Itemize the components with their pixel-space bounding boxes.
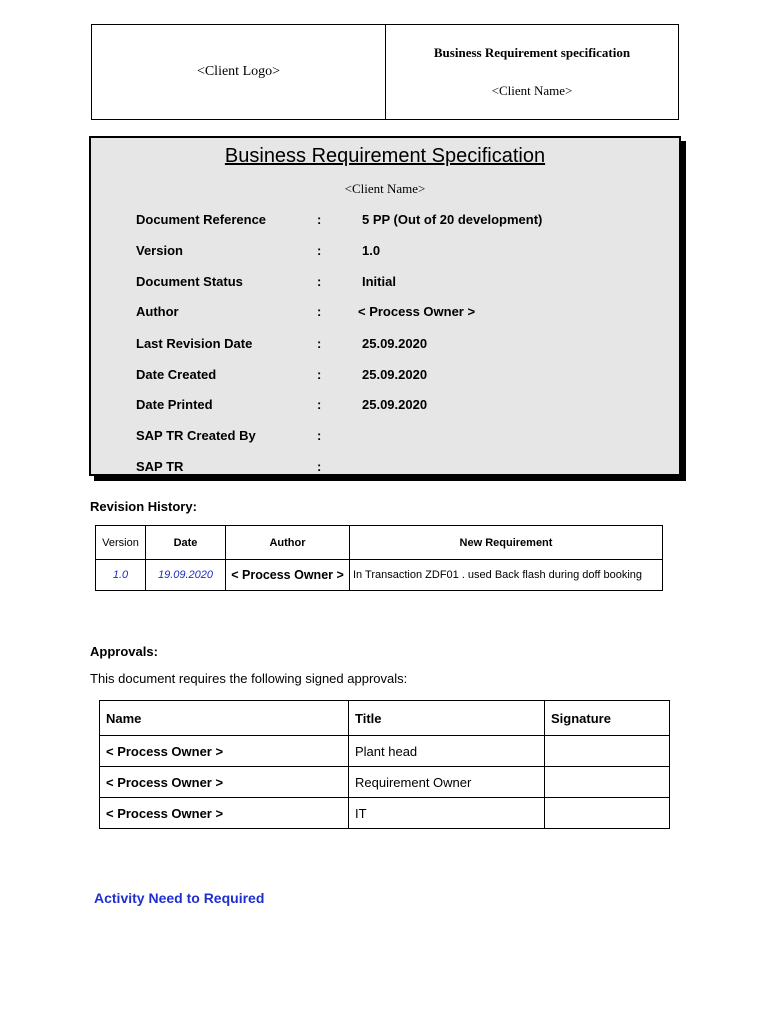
revision-requirement-cell: In Transaction ZDF01 . used Back flash during doff booking: [350, 560, 663, 591]
approver-title-cell: Plant head: [349, 736, 545, 767]
table-row: [96, 560, 663, 591]
field-separator: :: [317, 397, 322, 412]
approver-signature-cell: [545, 767, 670, 798]
header-title-cell: [386, 25, 679, 120]
revision-history-heading: Revision History:: [90, 499, 197, 514]
approver-title-cell: Requirement Owner: [349, 767, 545, 798]
cover-info-box: [89, 136, 681, 476]
cover-title: Business Requirement Specification: [224, 145, 546, 167]
column-header-title: Title: [349, 701, 545, 736]
approvals-intro: This document requires the following signed approvals:: [90, 671, 408, 686]
column-header-version: Version: [96, 526, 146, 560]
column-header-new-requirement: New Requirement: [350, 526, 663, 560]
field-document-status: [91, 274, 679, 294]
table-row: [100, 798, 670, 829]
field-value: 25.09.2020: [362, 397, 428, 412]
table-row: [100, 767, 670, 798]
field-value: 5 PP (Out of 20 development): [362, 212, 543, 227]
column-header-date: Date: [146, 526, 226, 560]
field-version: [91, 243, 679, 263]
field-label: Version: [136, 243, 183, 258]
field-separator: :: [317, 428, 322, 443]
cover-client-name: <Client Name>: [344, 181, 426, 196]
table-header-row: [100, 701, 670, 736]
approver-name-cell: < Process Owner >: [100, 736, 349, 767]
field-value: 25.09.2020: [362, 336, 428, 351]
revision-date-cell: 19.09.2020: [146, 560, 226, 591]
field-separator: :: [317, 274, 322, 289]
activity-heading: Activity Need to Required: [94, 890, 265, 906]
revision-version-cell: 1.0: [96, 560, 146, 591]
field-separator: :: [317, 304, 322, 319]
field-label: Last Revision Date: [136, 336, 253, 351]
approvals-table: [99, 700, 670, 829]
field-last-revision-date: [91, 336, 679, 356]
table-row: [100, 736, 670, 767]
approver-title-cell: IT: [349, 798, 545, 829]
field-separator: :: [317, 367, 322, 382]
field-separator: :: [317, 459, 322, 474]
approver-signature-cell: [545, 736, 670, 767]
column-header-signature: Signature: [545, 701, 670, 736]
table-header-row: [96, 526, 663, 560]
field-separator: :: [317, 212, 322, 227]
field-separator: :: [317, 243, 322, 258]
field-label: Document Reference: [136, 212, 267, 227]
approvals-heading: Approvals:: [90, 644, 158, 659]
revision-author-cell: < Process Owner >: [226, 560, 350, 591]
client-logo-placeholder: <Client Logo>: [92, 25, 386, 120]
field-date-printed: [91, 397, 679, 417]
approver-signature-cell: [545, 798, 670, 829]
field-date-created: [91, 367, 679, 387]
approver-name-cell: < Process Owner >: [100, 767, 349, 798]
field-label: Date Created: [136, 367, 217, 382]
column-header-name: Name: [100, 701, 349, 736]
approver-name-cell: < Process Owner >: [100, 798, 349, 829]
revision-history-table: [95, 525, 663, 591]
field-sap-tr: [91, 459, 679, 479]
field-label: Date Printed: [136, 397, 213, 412]
field-label: Author: [136, 304, 179, 319]
field-value: < Process Owner >: [358, 304, 476, 319]
field-sap-tr-created-by: [91, 428, 679, 448]
field-label: SAP TR: [136, 459, 184, 474]
field-value: 25.09.2020: [362, 367, 428, 382]
field-value: 1.0: [362, 243, 381, 258]
column-header-author: Author: [226, 526, 350, 560]
field-author: [91, 304, 679, 324]
field-label: Document Status: [136, 274, 243, 289]
field-value: Initial: [362, 274, 396, 289]
header-doc-title: Business Requirement specification: [433, 45, 631, 60]
header-client-name: <Client Name>: [491, 83, 573, 98]
document-header-table: [91, 24, 679, 120]
field-separator: :: [317, 336, 322, 351]
field-label: SAP TR Created By: [136, 428, 256, 443]
field-document-reference: [91, 212, 679, 232]
